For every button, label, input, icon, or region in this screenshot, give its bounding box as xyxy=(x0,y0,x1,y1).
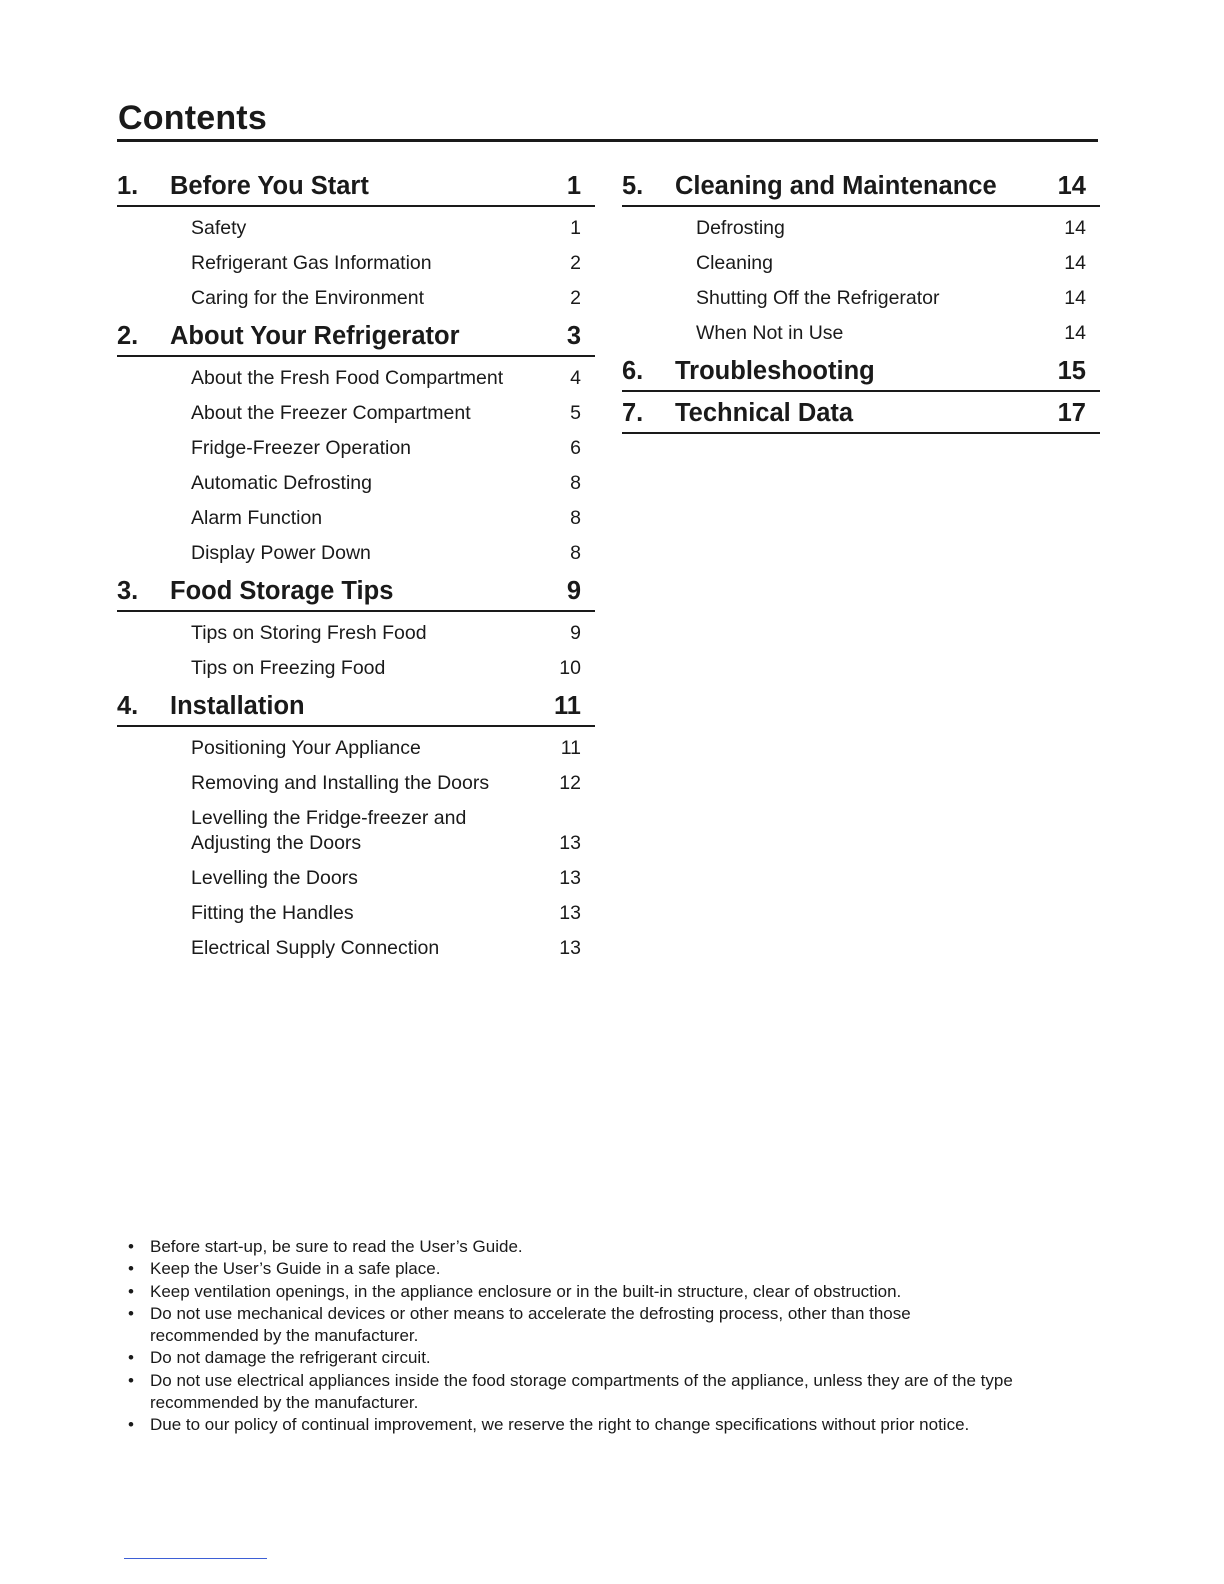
entry-page-number: 8 xyxy=(570,472,581,494)
toc-entry-defrosting[interactable] xyxy=(622,211,1100,246)
entry-page-number: 14 xyxy=(1064,252,1086,274)
note-text: Do not damage the refrigerant circuit. xyxy=(150,1348,431,1368)
entry-title: Defrosting xyxy=(696,217,785,239)
note-item xyxy=(126,1370,1116,1415)
entry-title: Levelling the Doors xyxy=(191,867,358,889)
note-text: Due to our policy of continual improvement, we reserve the right to change specifications without prior notice. xyxy=(150,1415,970,1435)
entry-title: About the Freezer Compartment xyxy=(191,402,471,424)
note-item xyxy=(126,1414,1116,1436)
toc-right-column xyxy=(622,168,1100,434)
entry-page-number: 14 xyxy=(1064,287,1086,309)
note-item xyxy=(126,1281,1116,1303)
entry-title: Tips on Storing Fresh Food xyxy=(191,622,427,644)
entry-title: About the Fresh Food Compartment xyxy=(191,367,504,389)
section-number: 5. xyxy=(622,172,644,200)
entry-title: When Not in Use xyxy=(696,322,844,344)
entry-title: Electrical Supply Connection xyxy=(191,937,440,959)
note-text: Before start-up, be sure to read the User’s Guide. xyxy=(150,1237,523,1256)
bullet-icon: • xyxy=(128,1259,134,1279)
section-number: 1. xyxy=(117,172,139,200)
section-heading[interactable] xyxy=(117,688,595,727)
safety-notes-list xyxy=(126,1236,1116,1437)
entry-page-number: 2 xyxy=(570,287,581,309)
entry-page-number: 4 xyxy=(570,367,581,389)
title-divider xyxy=(117,139,1098,142)
toc-entry-fresh-food-compartment[interactable] xyxy=(117,361,595,396)
entry-title: Positioning Your Appliance xyxy=(191,737,421,759)
bullet-icon: • xyxy=(128,1370,134,1390)
section-heading[interactable] xyxy=(622,168,1100,207)
toc-entry-fridge-freezer-operation[interactable] xyxy=(117,431,595,466)
bullet-icon: • xyxy=(128,1303,134,1323)
footer-divider xyxy=(124,1558,267,1559)
note-item xyxy=(126,1347,1116,1369)
entry-title: Cleaning xyxy=(696,252,773,274)
toc-left-column xyxy=(117,168,595,968)
note-text-continued: recommended by the manufacturer. xyxy=(150,1393,419,1413)
entry-title: Refrigerant Gas Information xyxy=(191,252,432,274)
entry-page-number: 6 xyxy=(570,437,581,459)
entry-title: Display Power Down xyxy=(191,542,371,564)
toc-section-5 xyxy=(622,168,1100,353)
page-title: Contents xyxy=(118,99,267,137)
toc-section-7 xyxy=(622,395,1100,434)
section-page-number: 1 xyxy=(566,172,581,200)
section-title: About Your Refrigerator xyxy=(170,322,460,350)
toc-section-4 xyxy=(117,688,595,968)
entry-title-line-2: Adjusting the Doors xyxy=(191,832,362,854)
toc-entry-when-not-in-use[interactable] xyxy=(622,316,1100,351)
section-heading[interactable] xyxy=(622,395,1100,434)
entry-page-number: 2 xyxy=(570,252,581,274)
toc-entry-display-power-down[interactable] xyxy=(117,536,595,571)
entry-title: Removing and Installing the Doors xyxy=(191,772,490,794)
section-heading[interactable] xyxy=(117,168,595,207)
toc-entry-removing-installing-doors[interactable] xyxy=(117,766,595,801)
toc-section-2 xyxy=(117,318,595,573)
toc-section-3 xyxy=(117,573,595,688)
bullet-icon: • xyxy=(128,1415,134,1435)
section-page-number: 11 xyxy=(554,692,581,720)
toc-entry-shutting-off[interactable] xyxy=(622,281,1100,316)
entry-page-number: 13 xyxy=(559,832,581,854)
section-title: Installation xyxy=(170,692,305,720)
entry-page-number: 11 xyxy=(560,737,581,759)
entry-page-number: 10 xyxy=(559,657,581,679)
toc-entry-positioning-appliance[interactable] xyxy=(117,731,595,766)
entry-page-number: 14 xyxy=(1064,322,1086,344)
toc-entry-alarm-function[interactable] xyxy=(117,501,595,536)
toc-entry-freezer-compartment[interactable] xyxy=(117,396,595,431)
note-item xyxy=(126,1236,1116,1258)
entry-page-number: 12 xyxy=(559,772,581,794)
section-number: 6. xyxy=(622,357,644,385)
section-page-number: 15 xyxy=(1057,357,1086,385)
toc-entry-automatic-defrosting[interactable] xyxy=(117,466,595,501)
section-title: Cleaning and Maintenance xyxy=(675,172,997,200)
entry-page-number: 9 xyxy=(570,622,581,644)
section-number: 2. xyxy=(117,322,139,350)
section-number: 4. xyxy=(117,692,139,720)
section-heading[interactable] xyxy=(117,573,595,612)
entry-title: Fridge-Freezer Operation xyxy=(191,437,412,459)
toc-entry-refrigerant-gas[interactable] xyxy=(117,246,595,281)
section-page-number: 14 xyxy=(1057,172,1086,200)
toc-entry-freezing-food[interactable] xyxy=(117,651,595,686)
bullet-icon: • xyxy=(128,1281,134,1301)
section-page-number: 9 xyxy=(566,577,581,605)
entry-title-line-1: Levelling the Fridge-freezer and xyxy=(191,807,467,829)
section-title: Before You Start xyxy=(170,172,369,200)
entry-title: Safety xyxy=(191,217,247,239)
section-page-number: 17 xyxy=(1057,399,1086,427)
entry-page-number: 8 xyxy=(570,507,581,529)
toc-section-1 xyxy=(117,168,595,318)
entry-page-number: 14 xyxy=(1064,217,1086,239)
section-title: Technical Data xyxy=(675,399,854,427)
toc-entry-storing-fresh-food[interactable] xyxy=(117,616,595,651)
toc-entry-levelling-doors[interactable] xyxy=(117,861,595,896)
entry-title: Alarm Function xyxy=(191,507,323,529)
toc-entry-safety[interactable] xyxy=(117,211,595,246)
note-item xyxy=(126,1303,1116,1348)
note-text-continued: recommended by the manufacturer. xyxy=(150,1326,419,1346)
entry-page-number: 8 xyxy=(570,542,581,564)
entry-title: Automatic Defrosting xyxy=(191,472,372,494)
entry-page-number: 13 xyxy=(559,937,581,959)
toc-section-6 xyxy=(622,353,1100,392)
note-text: Do not use electrical appliances inside the food storage compartments of the appliance, unless they are of the type xyxy=(150,1370,1013,1390)
toc-entry-electrical-supply[interactable] xyxy=(117,931,595,966)
section-title: Troubleshooting xyxy=(675,357,875,385)
toc-entry-cleaning[interactable] xyxy=(622,246,1100,281)
entry-page-number: 5 xyxy=(570,402,581,424)
section-heading[interactable] xyxy=(622,353,1100,392)
bullet-icon: • xyxy=(128,1348,134,1368)
toc-entry-caring-environment[interactable] xyxy=(117,281,595,316)
entry-title: Tips on Freezing Food xyxy=(191,657,386,679)
entry-title xyxy=(191,806,466,856)
entry-title: Shutting Off the Refrigerator xyxy=(696,287,940,309)
entry-title: Caring for the Environment xyxy=(191,287,425,309)
note-text: Keep the User’s Guide in a safe place. xyxy=(150,1259,441,1279)
toc-entry-levelling-fridge-freezer[interactable] xyxy=(117,801,595,861)
section-title: Food Storage Tips xyxy=(170,577,394,605)
entry-page-number: 13 xyxy=(559,902,581,924)
note-text: Do not use mechanical devices or other means to accelerate the defrosting process, other than those xyxy=(150,1303,911,1323)
section-heading[interactable] xyxy=(117,318,595,357)
note-text: Keep ventilation openings, in the appliance enclosure or in the built-in structure, clear of obstruction. xyxy=(150,1281,902,1301)
entry-page-number: 1 xyxy=(570,217,581,239)
section-page-number: 3 xyxy=(566,322,581,350)
section-number: 3. xyxy=(117,577,139,605)
entry-page-number: 13 xyxy=(559,867,581,889)
section-number: 7. xyxy=(622,399,644,427)
toc-entry-fitting-handles[interactable] xyxy=(117,896,595,931)
note-item xyxy=(126,1258,1116,1280)
entry-title: Fitting the Handles xyxy=(191,902,354,924)
bullet-icon: • xyxy=(128,1237,134,1256)
